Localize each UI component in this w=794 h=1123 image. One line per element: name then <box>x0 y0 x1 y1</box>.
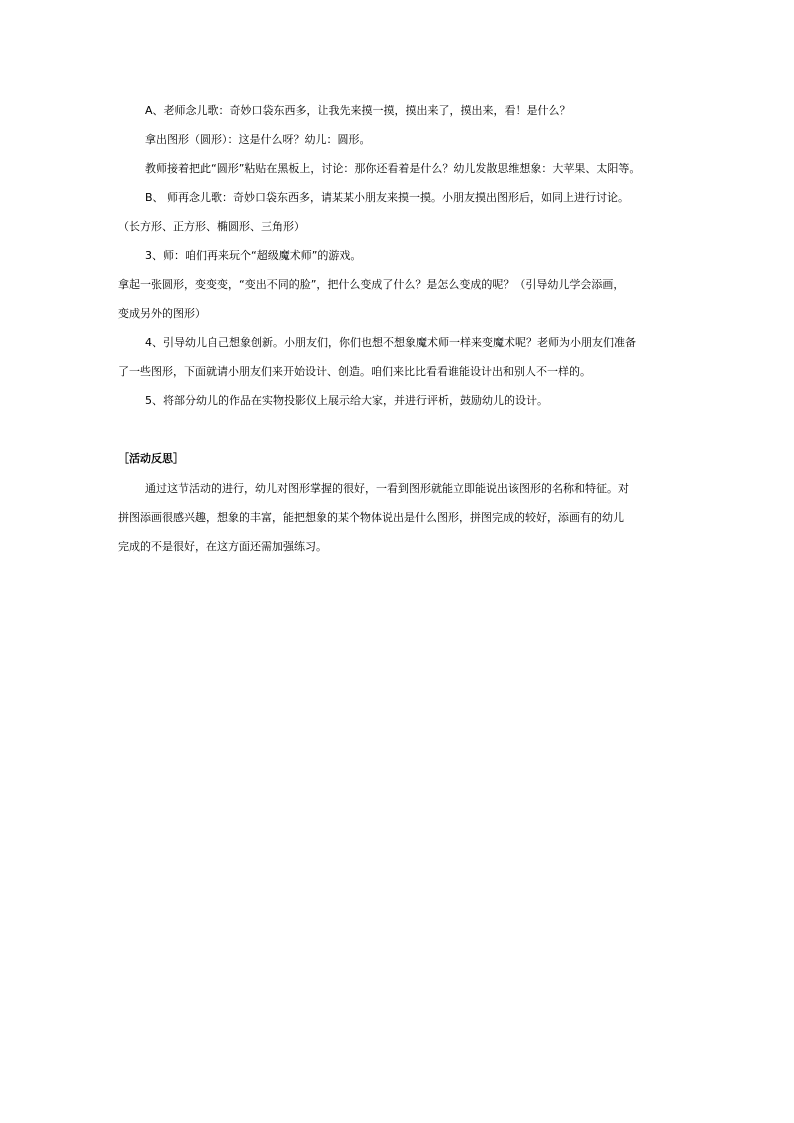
paragraph-line-b: B、 师再念儿歌：奇妙口袋东西多，请某某小朋友来摸一摸。小朋友摸出图形后，如同上进行讨论。 <box>145 191 630 204</box>
paragraph-line-5: 5、将部分幼儿的作品在实物投影仪上展示给大家，并进行评析，鼓励幼儿的设计。 <box>145 394 548 407</box>
reflection-line-2: 拼图添画很感兴趣，想象的丰富，能把想象的某个物体说出是什么图形，拼图完成的较好，添画有的幼儿 <box>118 511 624 524</box>
paragraph-line-circle: 拿出图形（圆形）：这是什么呀？幼儿：圆形。 <box>145 133 371 146</box>
paragraph-line-4: 4、引导幼儿自己想象创新。小朋友们，你们也想不想象魔术师一样来变魔术呢？老师为小朋友们准备 <box>145 336 636 349</box>
section-heading-reflection: ［活动反思］ <box>118 452 184 465</box>
paragraph-line-a: A、老师念儿歌：奇妙口袋东西多，让我先来摸一摸，摸出来了，摸出来，看！是什么？ <box>145 104 571 117</box>
reflection-line-1: 通过这节活动的进行，幼儿对图形掌握的很好，一看到图形就能立即能说出该图形的名称和特征。对 <box>145 482 629 495</box>
paragraph-line-draw: 拿起一张圆形，变变变，“变出不同的脸”，把什么变成了什么？是怎么变成的呢？（引导幼儿学会添画， <box>118 278 625 291</box>
paragraph-line-3: 3、师：咱们再来玩个“超级魔术师”的游戏。 <box>145 249 362 262</box>
paragraph-line-draw-cont: 变成另外的图形） <box>118 307 206 320</box>
paragraph-line-4-cont: 了一些图形，下面就请小朋友们来开始设计、创造。咱们来比比看看谁能设计出和别人不一样的。 <box>118 365 591 378</box>
paragraph-line-teacher: 教师接着把此“圆形”粘贴在黑板上，讨论：那你还看着是什么？幼儿发散思维想象：大苹果、太阳等。 <box>145 162 641 175</box>
reflection-line-3: 完成的不是很好，在这方面还需加强练习。 <box>118 540 327 553</box>
paragraph-line-shapes: （长方形、正方形、椭圆形、三角形） <box>118 220 305 233</box>
